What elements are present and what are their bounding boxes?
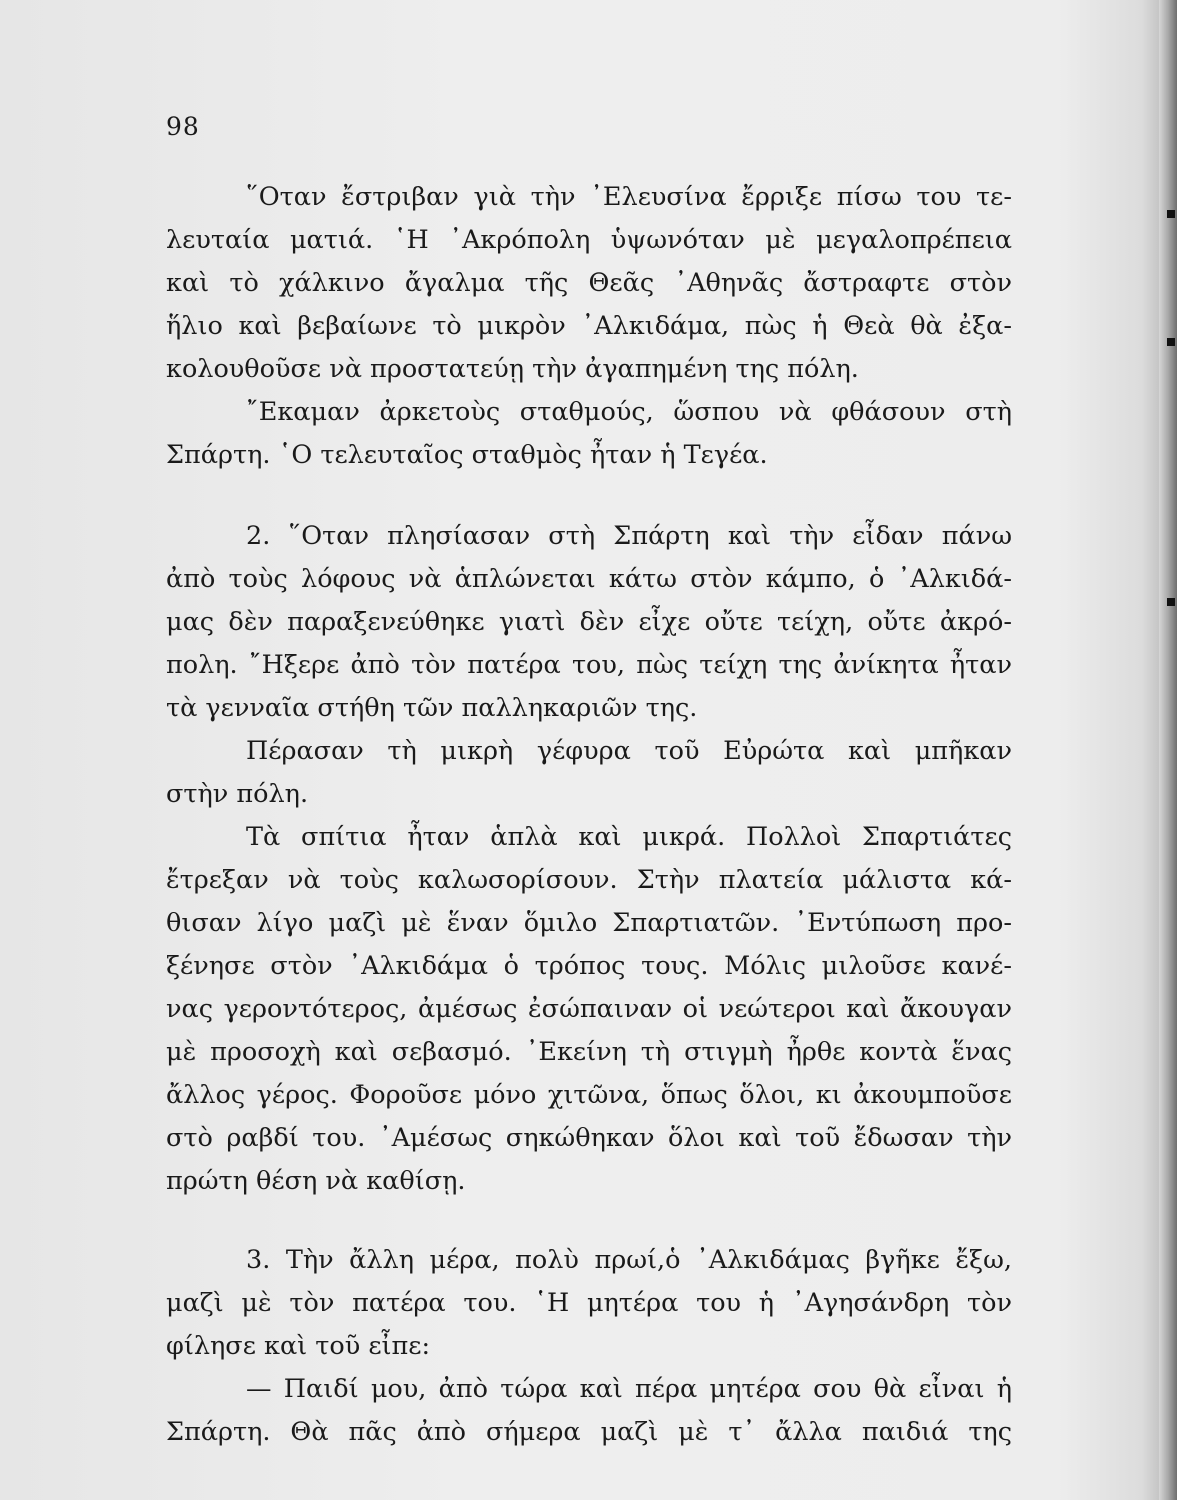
paragraph xyxy=(166,391,1012,477)
edge-mark xyxy=(1167,338,1175,346)
text-line: 2. ῞Οταν πλησίασαν στὴ Σπάρτη καὶ τὴν εἶδαν πάνω xyxy=(246,521,1012,551)
paragraph xyxy=(166,1368,1012,1454)
text-line: ῞Οταν ἔστριβαν γιὰ τὴν ᾿Ελευσίνα ἔρριξε πίσω του τε- xyxy=(246,182,1012,212)
text-line: μὲ προσοχὴ καὶ σεβασμό. ᾿Εκείνη τὴ στιγμὴ ἦρθε κοντὰ ἕνας xyxy=(166,1037,1012,1067)
text-line: Τὰ σπίτια ἦταν ἁπλὰ καὶ μικρά. Πολλοὶ Σπαρτιάτες xyxy=(246,822,1012,852)
text-line: λευταία ματιά. ῾Η ᾿Ακρόπολη ὑψωνόταν μὲ μεγαλοπρέπεια xyxy=(166,225,1012,255)
text-line: — Παιδί μου, ἀπὸ τώρα καὶ πέρα μητέρα σου θὰ εἶναι ἡ xyxy=(246,1374,1012,1404)
text-line: τὰ γενναῖα στήθη τῶν παλληκαριῶν της. xyxy=(166,693,698,723)
text-line: Σπάρτη. ῾Ο τελευταῖος σταθμὸς ἦταν ἡ Τεγέα. xyxy=(166,440,768,470)
paragraph xyxy=(166,1239,1012,1368)
text-line: μαζὶ μὲ τὸν πατέρα του. ῾Η μητέρα του ἡ ᾿Αγησάνδρη τὸν xyxy=(166,1288,1012,1318)
edge-mark xyxy=(1167,598,1175,606)
paragraph xyxy=(166,816,1012,1203)
text-line: φίλησε καὶ τοῦ εἶπε: xyxy=(166,1331,431,1361)
text-line: ῎Εκαμαν ἀρκετοὺς σταθμούς, ὥσπου νὰ φθάσουν στὴ xyxy=(246,397,1012,427)
text-line: 3. Τὴν ἄλλη μέρα, πολὺ πρωί,ὁ ᾿Αλκιδάμας βγῆκε ἔξω, xyxy=(246,1245,1012,1275)
paragraph xyxy=(166,515,1012,730)
section-gap xyxy=(166,477,1012,515)
text-line: ξένησε στὸν ᾿Αλκιδάμα ὁ τρόπος τους. Μόλις μιλοῦσε κανέ- xyxy=(166,951,1012,981)
text-line: στὴν πόλη. xyxy=(166,779,309,809)
text-line: μας δὲν παραξενεύθηκε γιατὶ δὲν εἶχε οὔτε τείχη, οὔτε ἀκρό- xyxy=(166,607,1012,637)
page-number: 98 xyxy=(166,112,200,141)
text-line: ἔτρεξαν νὰ τοὺς καλωσορίσουν. Στὴν πλατεία μάλιστα κά- xyxy=(166,865,1012,895)
body-text xyxy=(166,176,1012,1454)
text-line: ἀπὸ τοὺς λόφους νὰ ἁπλώνεται κάτω στὸν κάμπο, ὁ ᾿Αλκιδά- xyxy=(166,564,1012,594)
text-line: νας γεροντότερος, ἀμέσως ἐσώπαιναν οἱ νεώτεροι καὶ ἄκουγαν xyxy=(166,994,1012,1024)
section-gap xyxy=(166,1203,1012,1239)
text-line: ἄλλος γέρος. Φοροῦσε μόνο χιτῶνα, ὅπως ὅλοι, κι ἀκουμποῦσε xyxy=(166,1080,1012,1110)
paragraph xyxy=(166,730,1012,816)
text-line: πρώτη θέση νὰ καθίσῃ. xyxy=(166,1166,466,1196)
text-line: στὸ ραβδί του. ᾿Αμέσως σηκώθηκαν ὅλοι καὶ τοῦ ἔδωσαν τὴν xyxy=(166,1123,1012,1153)
text-line: ἥλιο καὶ βεβαίωνε τὸ μικρὸν ᾿Αλκιδάμα, πὼς ἡ Θεὰ θὰ ἐξα- xyxy=(166,311,1012,341)
text-line: κολουθοῦσε νὰ προστατεύῃ τὴν ἀγαπημένη της πόλη. xyxy=(166,354,859,384)
text-line: Σπάρτη. Θὰ πᾶς ἀπὸ σήμερα μαζὶ μὲ τ᾿ ἄλλα παιδιά της xyxy=(166,1417,1012,1447)
paragraph xyxy=(166,176,1012,391)
text-line: θισαν λίγο μαζὶ μὲ ἕναν ὅμιλο Σπαρτιατῶν. ᾿Εντύπωση προ- xyxy=(166,908,1012,938)
text-line: καὶ τὸ χάλκινο ἄγαλμα τῆς Θεᾶς ᾿Αθηνᾶς ἄστραφτε στὸν xyxy=(166,268,1012,298)
book-binding-edge xyxy=(1159,0,1177,1500)
text-line: Πέρασαν τὴ μικρὴ γέφυρα τοῦ Εὐρώτα καὶ μπῆκαν xyxy=(246,736,1012,766)
edge-mark xyxy=(1167,210,1175,218)
text-line: πολη. ῎Ηξερε ἀπὸ τὸν πατέρα του, πὼς τείχη της ἀνίκητα ἦταν xyxy=(166,650,1012,680)
